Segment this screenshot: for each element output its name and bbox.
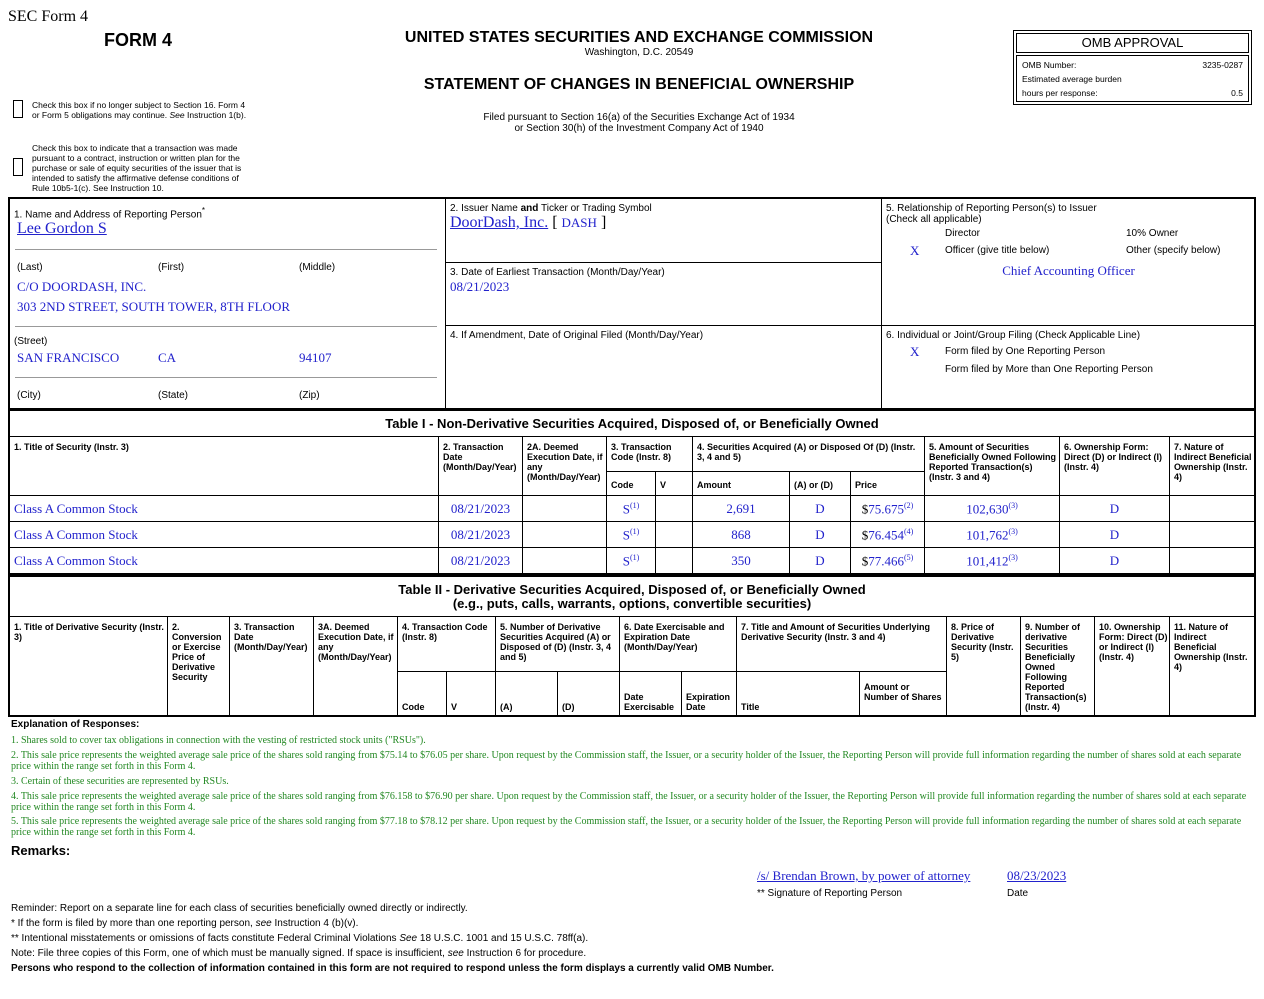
t1-row1-cell10: D xyxy=(1059,495,1170,522)
t2-expiration-subheader: Expiration Date xyxy=(681,671,737,716)
t2-col10-header: 10. Ownership Form: Direct (D) or Indirect (I) (Instr. 4) xyxy=(1094,616,1170,716)
box6-label: 6. Individual or Joint/Group Filing (Check Applicable Line) xyxy=(886,330,1141,341)
box5-label: 5. Relationship of Reporting Person(s) to Issuer (Check all applicable) xyxy=(886,203,1097,225)
footnote-1: 1. Shares sold to cover tax obligations in connection with the vesting of restricted stock units ("RSUs"). xyxy=(11,735,426,746)
reminder-note: Reminder: Report on a separate line for each class of securities beneficially owned directly or indirectly. xyxy=(11,903,468,914)
t2-col8-header: 8. Price of Derivative Security (Instr. 5) xyxy=(946,616,1021,716)
omb-approval-box xyxy=(1013,30,1252,105)
box1-label: 1. Name and Address of Reporting Person* xyxy=(14,206,206,221)
t1-row3-cell5 xyxy=(655,547,693,574)
state-value: CA xyxy=(158,350,177,365)
rule10b5-checkbox-text: Check this box to indicate that a transaction was made pursuant to a contract, instruction or written plan for the purchase or sale of equity securities of the issuer that is intended to satisfy the affirmative defense conditions of Rule 10b5-1(c). See Instruction 10. xyxy=(32,143,242,193)
t1-row2-cell2: 08/21/2023 xyxy=(438,521,523,548)
agency-location: Washington, D.C. 20549 xyxy=(584,47,694,58)
zip-label: (Zip) xyxy=(299,390,320,401)
t1-row1-cell3 xyxy=(522,495,607,522)
t2-v-subheader: V xyxy=(446,671,496,716)
t1-row1-cell6: 2,691 xyxy=(692,495,790,522)
box4-label: 4. If Amendment, Date of Original Filed (Month/Day/Year) xyxy=(450,330,704,341)
t2-a-subheader: (A) xyxy=(495,671,558,716)
form-title: FORM 4 xyxy=(104,30,173,50)
security-title: Class A Common Stock xyxy=(14,527,138,542)
table2-title: Table II - Derivative Securities Acquired, Disposed of, or Beneficially Owned (e.g., puts, calls, warrants, options, convertible securities) xyxy=(9,576,1255,617)
explanation-title: Explanation of Responses: xyxy=(11,719,140,730)
t1-col4-header: 4. Securities Acquired (A) or Disposed Of (D) (Instr. 3, 4 and 5) xyxy=(692,436,925,472)
t1-col5-header: 5. Amount of Securities Beneficially Owned Following Reported Transaction(s) (Instr. 3 and 4) xyxy=(924,436,1060,496)
t1-price-subheader: Price xyxy=(850,471,925,496)
one-person-option: Form filed by One Reporting Person xyxy=(945,346,1106,357)
t2-col2-header: 2. Conversion or Exercise Price of Derivative Security xyxy=(167,616,230,716)
t1-col2a-header: 2A. Deemed Execution Date, if any (Month/Day/Year) xyxy=(522,436,607,496)
address-line2: 303 2ND STREET, SOUTH TOWER, 8TH FLOOR xyxy=(17,299,290,314)
table1-title: Table I - Non-Derivative Securities Acquired, Disposed of, or Beneficially Owned xyxy=(9,410,1255,437)
t2-title-subheader: Title xyxy=(736,671,860,716)
box2-issuer xyxy=(445,198,882,263)
divider xyxy=(15,249,437,250)
t1-col3-header: 3. Transaction Code (Instr. 8) xyxy=(606,436,693,472)
t2-col9-header: 9. Number of derivative Securities Beneficially Owned Following Reported Transaction(s) (Instr. 4) xyxy=(1020,616,1095,716)
box1-reporting-person xyxy=(9,198,446,409)
t1-row2-cell9: 101,762$^{(3)}$ xyxy=(924,521,1060,548)
filed-pursuant-2: or Section 30(h) of the Investment Company Act of 1940 xyxy=(514,123,764,134)
t2-exercisable-subheader: Date Exercisable xyxy=(619,671,682,716)
box2-label: 2. Issuer Name and Ticker or Trading Symbol xyxy=(450,203,652,214)
omb-response-note: Persons who respond to the collection of information contained in this form are not required to respond unless the form displays a currently valid OMB Number. xyxy=(11,963,774,974)
box4-amendment xyxy=(445,325,882,409)
footnote-4: 4. This sale price represents the weighted average sale price of the shares sold ranging from $76.158 to $76.90 per share. Upon request by the Commission staff, the Issuer, or a security holder of the Issuer, the Reporting Person will provide full information regarding the number of shares sold at each separate price within the range set forth in this Form 4. xyxy=(11,791,1247,813)
t1-row1-cell8: $75.675$^{(2)}$ xyxy=(850,495,925,522)
ten-percent-owner-option: 10% Owner xyxy=(1126,228,1179,239)
t1-row3-cell2: 08/21/2023 xyxy=(438,547,523,574)
zip-value: 94107 xyxy=(299,350,332,365)
t1-row3-cell6: 350 xyxy=(692,547,790,574)
t1-row3-cell10: D xyxy=(1059,547,1170,574)
box5-relationship xyxy=(881,198,1256,326)
section16-checkbox[interactable] xyxy=(13,100,23,118)
t1-row2-cell10: D xyxy=(1059,521,1170,548)
issuer-line: DoorDash, Inc. [ DASH ] xyxy=(450,214,607,231)
omb-number-label: OMB Number: xyxy=(1022,60,1077,70)
t2-col1-header: 1. Title of Derivative Security (Instr. 3) xyxy=(9,616,168,716)
t1-row3-cell7: D xyxy=(789,547,851,574)
first-label: (First) xyxy=(158,262,185,273)
filed-pursuant-1: Filed pursuant to Section 16(a) of the Securities Exchange Act of 1934 xyxy=(483,112,795,123)
agency-title: UNITED STATES SECURITIES AND EXCHANGE COMMISSION xyxy=(404,29,874,46)
t1-row3-cell3 xyxy=(522,547,607,574)
t2-col3-header: 3. Transaction Date (Month/Day/Year) xyxy=(229,616,314,716)
multiple-persons-option: Form filed by More than One Reporting Person xyxy=(945,364,1153,375)
street-label: (Street) xyxy=(14,336,48,347)
t1-col7-header: 7. Nature of Indirect Beneficial Ownership (Instr. 4) xyxy=(1169,436,1255,496)
t1-row3-cell11 xyxy=(1169,547,1255,574)
t2-d-subheader: (D) xyxy=(557,671,620,716)
remarks-label: Remarks: xyxy=(11,843,71,858)
city-label: (City) xyxy=(17,390,41,401)
t1-row2-cell11 xyxy=(1169,521,1255,548)
state-label: (State) xyxy=(158,390,189,401)
t1-row3-cell9: 101,412$^{(3)}$ xyxy=(924,547,1060,574)
copies-note: Note: File three copies of this Form, one of which must be manually signed. If space is insufficient, see Instruction 6 for procedure. xyxy=(11,948,587,959)
box3-label: 3. Date of Earliest Transaction (Month/Day/Year) xyxy=(450,267,665,278)
last-label: (Last) xyxy=(17,262,43,273)
t1-col2-header: 2. Transaction Date (Month/Day/Year) xyxy=(438,436,523,496)
t2-amount-subheader: Amount or Number of Shares xyxy=(859,671,947,716)
t1-amount-subheader: Amount xyxy=(692,471,790,496)
signature-name: /s/ Brendan Brown, by power of attorney xyxy=(757,868,971,883)
t2-col3a-header: 3A. Deemed Execution Date, if any (Month/Day/Year) xyxy=(313,616,398,716)
footnote-3: 3. Certain of these securities are represented by RSUs. xyxy=(11,776,229,787)
t1-col1-header: 1. Title of Security (Instr. 3) xyxy=(9,436,439,496)
t1-row2-cell5 xyxy=(655,521,693,548)
t1-row2-cell3 xyxy=(522,521,607,548)
footnote-2: 2. This sale price represents the weighted average sale price of the shares sold ranging from $75.14 to $76.05 per share. Upon request by the Commission staff, the Issuer, or a security holder of the Issuer, the Reporting Person will provide full information regarding the number of shares sold at each separate price within the range set forth in this Form 4. xyxy=(11,750,1242,772)
signature-label: ** Signature of Reporting Person xyxy=(757,888,903,899)
t2-col6-header: 6. Date Exercisable and Expiration Date (Month/Day/Year) xyxy=(619,616,737,672)
t1-v-subheader: V xyxy=(655,471,693,496)
signature-date: 08/23/2023 xyxy=(1007,868,1067,883)
t1-row2-cell7: D xyxy=(789,521,851,548)
ticker-symbol: DASH xyxy=(561,215,597,230)
t1-row2-cell8: $76.454$^{(4)}$ xyxy=(850,521,925,548)
t1-row1-cell9: 102,630$^{(3)}$ xyxy=(924,495,1060,522)
city-value: SAN FRANCISCO xyxy=(17,350,120,365)
omb-number-value: 3235-0287 xyxy=(1202,60,1243,70)
t1-ad-subheader: (A) or (D) xyxy=(789,471,851,496)
one-person-check-mark: X xyxy=(910,344,920,359)
middle-label: (Middle) xyxy=(299,262,336,273)
t1-code-subheader: Code xyxy=(606,471,656,496)
officer-option: Officer (give title below) xyxy=(945,245,1050,256)
omb-burden-label: Estimated average burden xyxy=(1022,74,1122,84)
t1-row1-cell11 xyxy=(1169,495,1255,522)
t1-row1-cell7: D xyxy=(789,495,851,522)
t1-row1-cell1 xyxy=(9,495,439,522)
t1-row2-cell6: 868 xyxy=(692,521,790,548)
box6-filing-type xyxy=(881,325,1256,409)
criminal-violations-note: ** Intentional misstatements or omissions of facts constitute Federal Criminal Violations See 18 U.S.C. 1001 and 15 U.S.C. 78ff(a). xyxy=(11,933,589,944)
officer-title: Chief Accounting Officer xyxy=(1002,263,1135,278)
issuer-name-link[interactable]: DoorDash, Inc. xyxy=(450,214,549,231)
box3-earliest-date xyxy=(445,262,882,326)
omb-title: OMB APPROVAL xyxy=(1016,33,1249,53)
omb-details xyxy=(1016,55,1249,102)
divider xyxy=(15,377,437,378)
t1-row1-cell2: 08/21/2023 xyxy=(438,495,523,522)
footnote-5: 5. This sale price represents the weighted average sale price of the shares sold ranging from $77.18 to $78.12 per share. Upon request by the Commission staff, the Issuer, or a security holder of the Issuer, the Reporting Person will provide full information regarding the number of shares sold at each separate price within the range set forth in this Form 4. xyxy=(11,816,1242,838)
sec-form-label: SEC Form 4 xyxy=(8,8,89,25)
t1-col6-header: 6. Ownership Form: Direct (D) or Indirect (I) (Instr. 4) xyxy=(1059,436,1170,496)
t1-row3-cell1 xyxy=(9,547,439,574)
multiple-filer-note: * If the form is filed by more than one reporting person, see Instruction 4 (b)(v). xyxy=(11,918,359,929)
t1-row2-cell4: $S^{(1)}$ xyxy=(606,521,656,548)
signature-date-label: Date xyxy=(1007,888,1029,899)
rule10b5-checkbox[interactable] xyxy=(13,158,23,176)
address-line1: C/O DOORDASH, INC. xyxy=(17,279,147,294)
t2-col4-header: 4. Transaction Code (Instr. 8) xyxy=(397,616,496,672)
director-option: Director xyxy=(945,228,981,239)
security-title: Class A Common Stock xyxy=(14,553,138,568)
t1-row3-cell4: $S^{(1)}$ xyxy=(606,547,656,574)
t2-col7-header: 7. Title and Amount of Securities Underlying Derivative Security (Instr. 3 and 4) xyxy=(736,616,947,672)
t1-row1-cell4: $S^{(1)}$ xyxy=(606,495,656,522)
t2-code-subheader: Code xyxy=(397,671,447,716)
omb-hours-label: hours per response: xyxy=(1022,88,1098,98)
statement-title: STATEMENT OF CHANGES IN BENEFICIAL OWNERSHIP xyxy=(423,76,855,93)
divider xyxy=(15,326,437,327)
t1-row2-cell1 xyxy=(9,521,439,548)
t1-row1-cell5 xyxy=(655,495,693,522)
reporting-person-name[interactable]: Lee Gordon S xyxy=(17,220,107,237)
earliest-transaction-date: 08/21/2023 xyxy=(450,279,510,294)
t1-row3-cell8: $77.466$^{(5)}$ xyxy=(850,547,925,574)
section16-checkbox-text: Check this box if no longer subject to Section 16. Form 4 or Form 5 obligations may continue. See Instruction 1(b). xyxy=(32,100,247,120)
t2-col11-header: 11. Nature of Indirect Beneficial Ownership (Instr. 4) xyxy=(1169,616,1255,716)
security-title: Class A Common Stock xyxy=(14,501,138,516)
other-option: Other (specify below) xyxy=(1126,245,1221,256)
officer-check-mark: X xyxy=(910,243,920,258)
omb-hours-value: 0.5 xyxy=(1231,88,1243,98)
t2-col5-header: 5. Number of Derivative Securities Acquired (A) or Disposed of (D) (Instr. 3, 4 and 5) xyxy=(495,616,620,672)
